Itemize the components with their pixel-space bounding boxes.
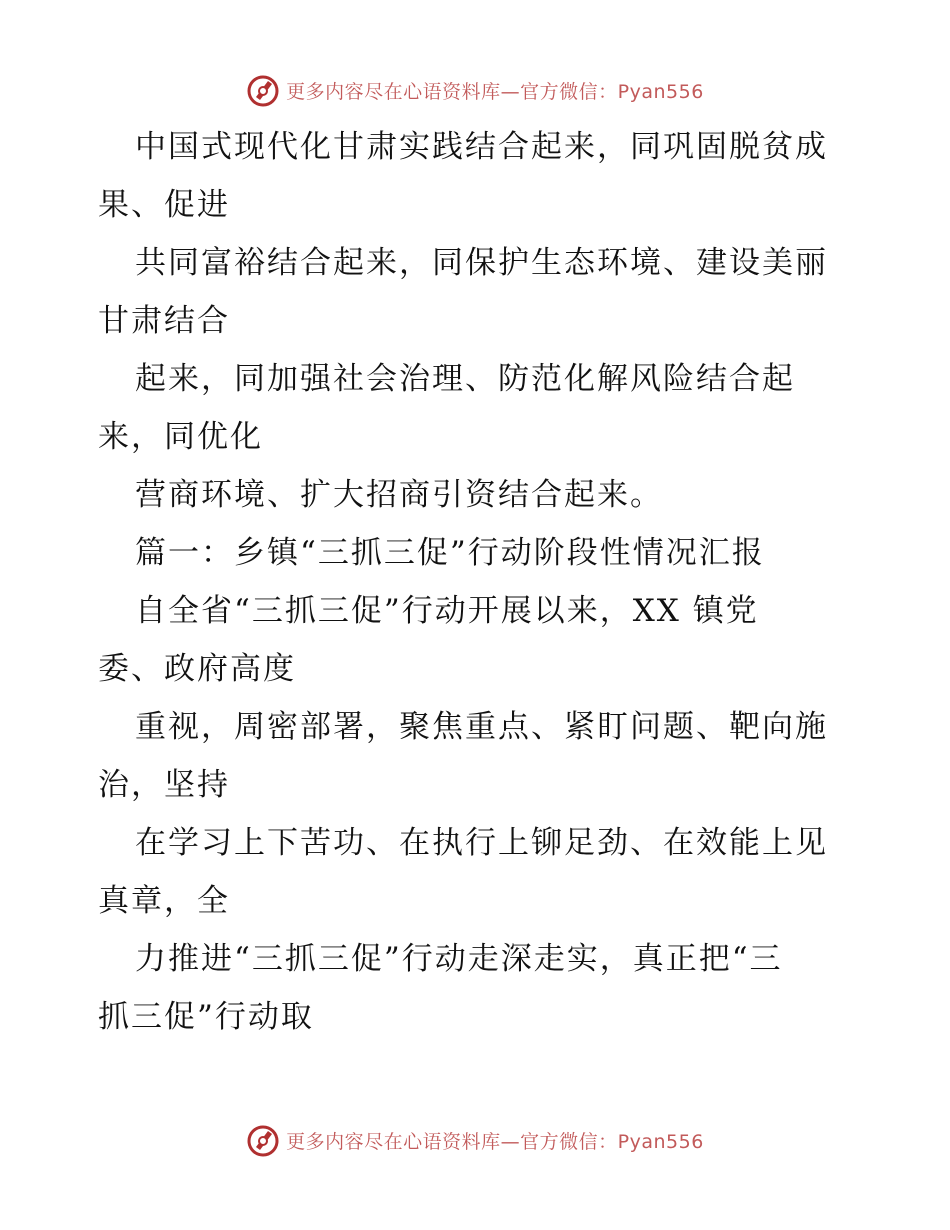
text-line: 营商环境、扩大招商引资结合起来。	[135, 477, 663, 513]
document-body	[98, 118, 858, 1046]
text-line: 来，同优化	[98, 419, 263, 455]
text-line: 共同富裕结合起来，同保护生态环境、建设美丽	[135, 245, 828, 281]
text-line: 中国式现代化甘肃实践结合起来，同巩固脱贫成	[135, 129, 828, 165]
text-line: 治，坚持	[98, 767, 230, 803]
text-line: 抓三促”行动取	[98, 999, 314, 1035]
text-line: 委、政府高度	[98, 651, 296, 687]
text-line: 真章，全	[98, 883, 230, 919]
text-line: 在学习上下苦功、在执行上铆足劲、在效能上见	[135, 825, 828, 861]
logo-icon	[246, 73, 280, 107]
logo-icon	[246, 1123, 280, 1157]
footer-watermark	[0, 1120, 950, 1160]
header-watermark	[0, 70, 950, 110]
watermark-text: 更多内容尽在心语资料库—官方微信：Pyan556	[286, 80, 704, 103]
text-line: 重视，周密部署，聚焦重点、紧盯问题、靶向施	[135, 709, 828, 745]
text-line: 甘肃结合	[98, 303, 230, 339]
text-line: 自全省“三抓三促”行动开展以来，XX 镇党	[135, 593, 759, 629]
text-line: 起来，同加强社会治理、防范化解风险结合起	[135, 361, 795, 397]
section-heading: 篇一：乡镇“三抓三促”行动阶段性情况汇报	[135, 535, 765, 571]
text-line: 果、促进	[98, 187, 230, 223]
text-line: 力推进“三抓三促”行动走深走实，真正把“三	[135, 941, 783, 977]
watermark-text: 更多内容尽在心语资料库—官方微信：Pyan556	[286, 1130, 704, 1153]
